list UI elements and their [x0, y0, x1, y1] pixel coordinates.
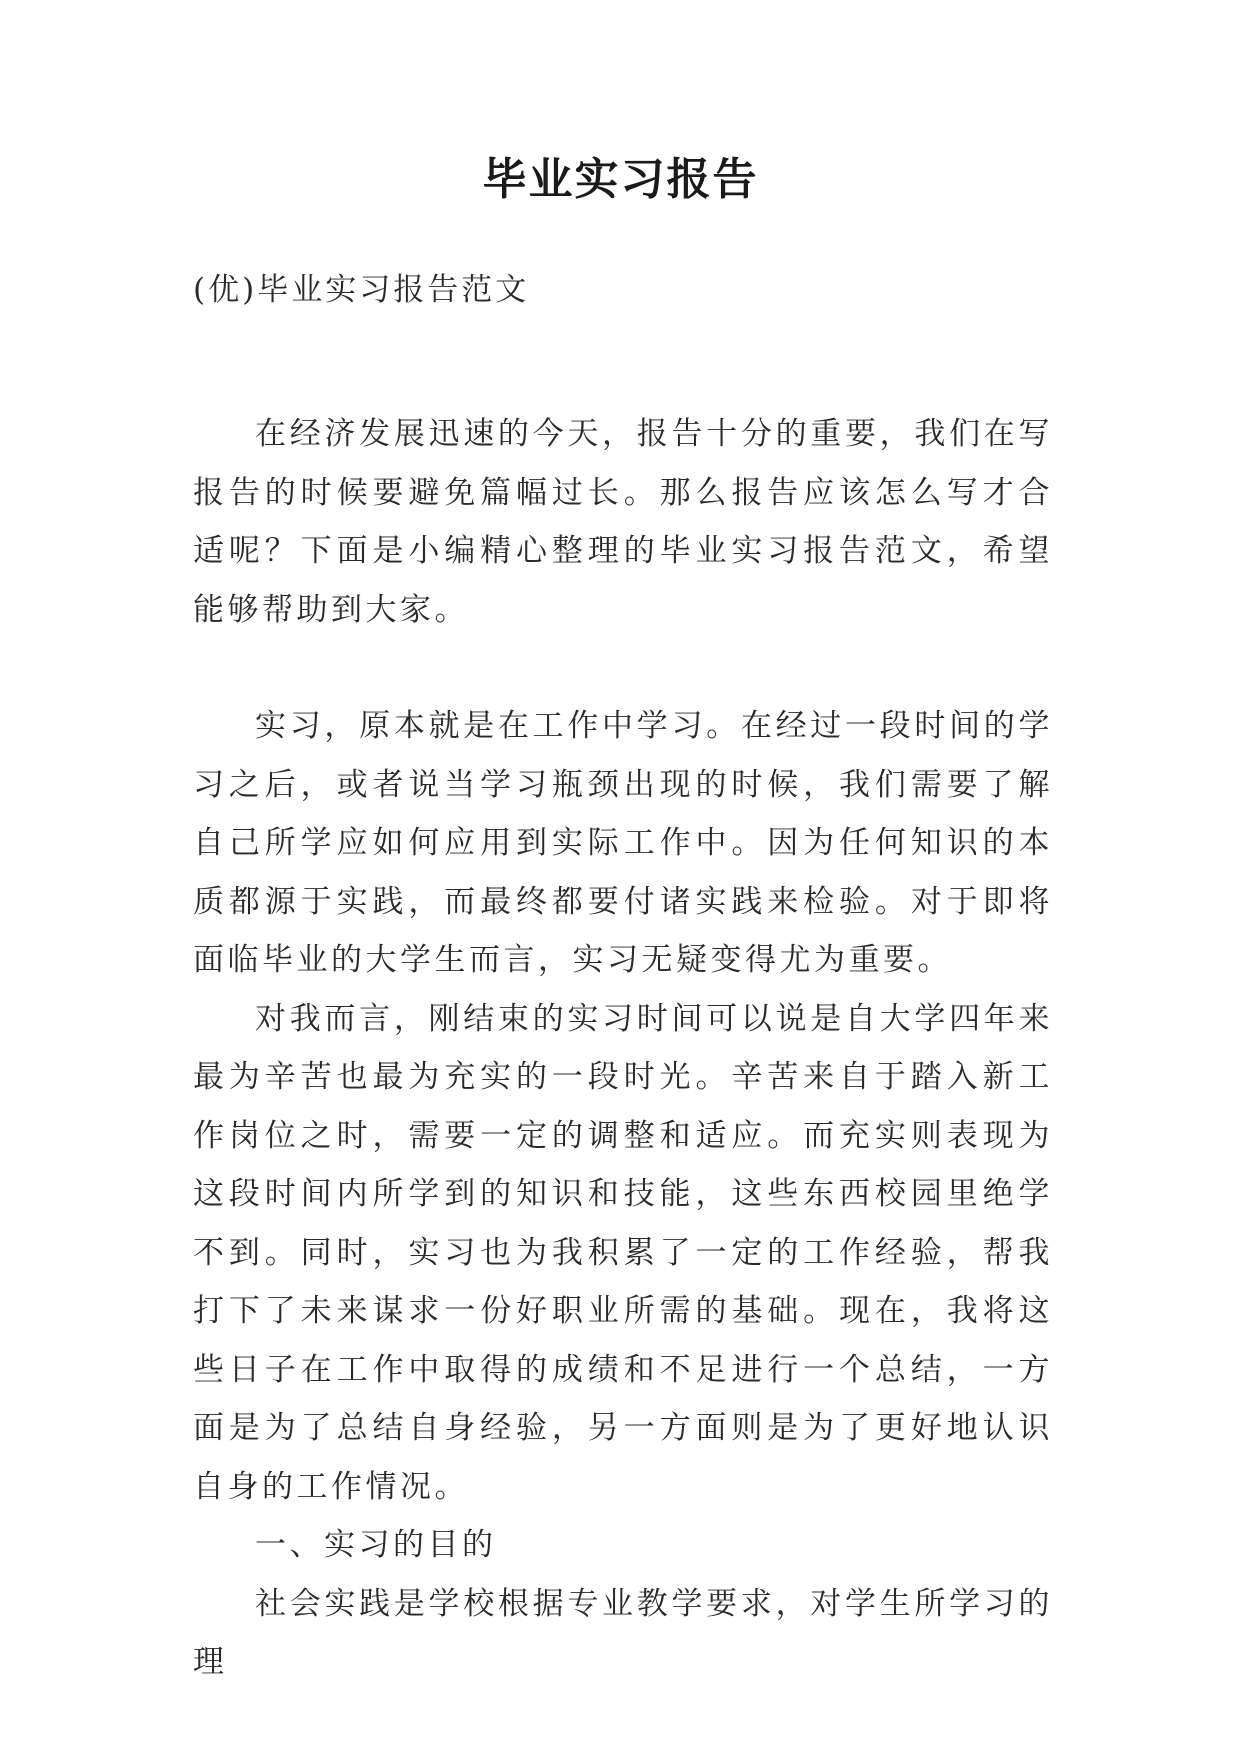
document-subtitle: (优)毕业实习报告范文 — [193, 272, 530, 308]
document-title: 毕业实习报告 — [482, 154, 759, 205]
body-paragraph: 社会实践是学校根据专业教学要求，对学生所学习的理 — [193, 1585, 1053, 1680]
intro-section — [193, 405, 1053, 639]
intro-paragraph: 在经济发展迅速的今天，报告十分的重要，我们在写报告的时候要避免篇幅过长。那么报告应该怎么写才合适呢？下面是小编精心整理的毕业实习报告范文，希望能够帮助到大家。 — [193, 416, 1053, 628]
main-section — [193, 697, 1053, 1692]
body-paragraph: 实习，原本就是在工作中学习。在经过一段时间的学习之后，或者说当学习瓶颈出现的时候，我们需要了解自己所学应如何应用到实际工作中。因为任何知识的本质都源于实践，而最终都要付诸实践来检验。对于即将面临毕业的大学生而言，实习无疑变得尤为重要。 — [193, 708, 1053, 978]
body-paragraph: 对我而言，刚结束的实习时间可以说是自大学四年来最为辛苦也最为充实的一段时光。辛苦来自于踏入新工作岗位之时，需要一定的调整和适应。而充实则表现为这段时间内所学到的知识和技能，这些东西校园里绝学不到。同时，实习也为我积累了一定的工作经验，帮我打下了未来谋求一份好职业所需的基础。现在，我将这些日子在工作中取得的成绩和不足进行一个总结，一方面是为了总结自身经验，另一方面则是为了更好地认识自身的工作情况。 — [193, 1000, 1053, 1505]
section-heading: 一、实习的目的 — [255, 1527, 497, 1563]
